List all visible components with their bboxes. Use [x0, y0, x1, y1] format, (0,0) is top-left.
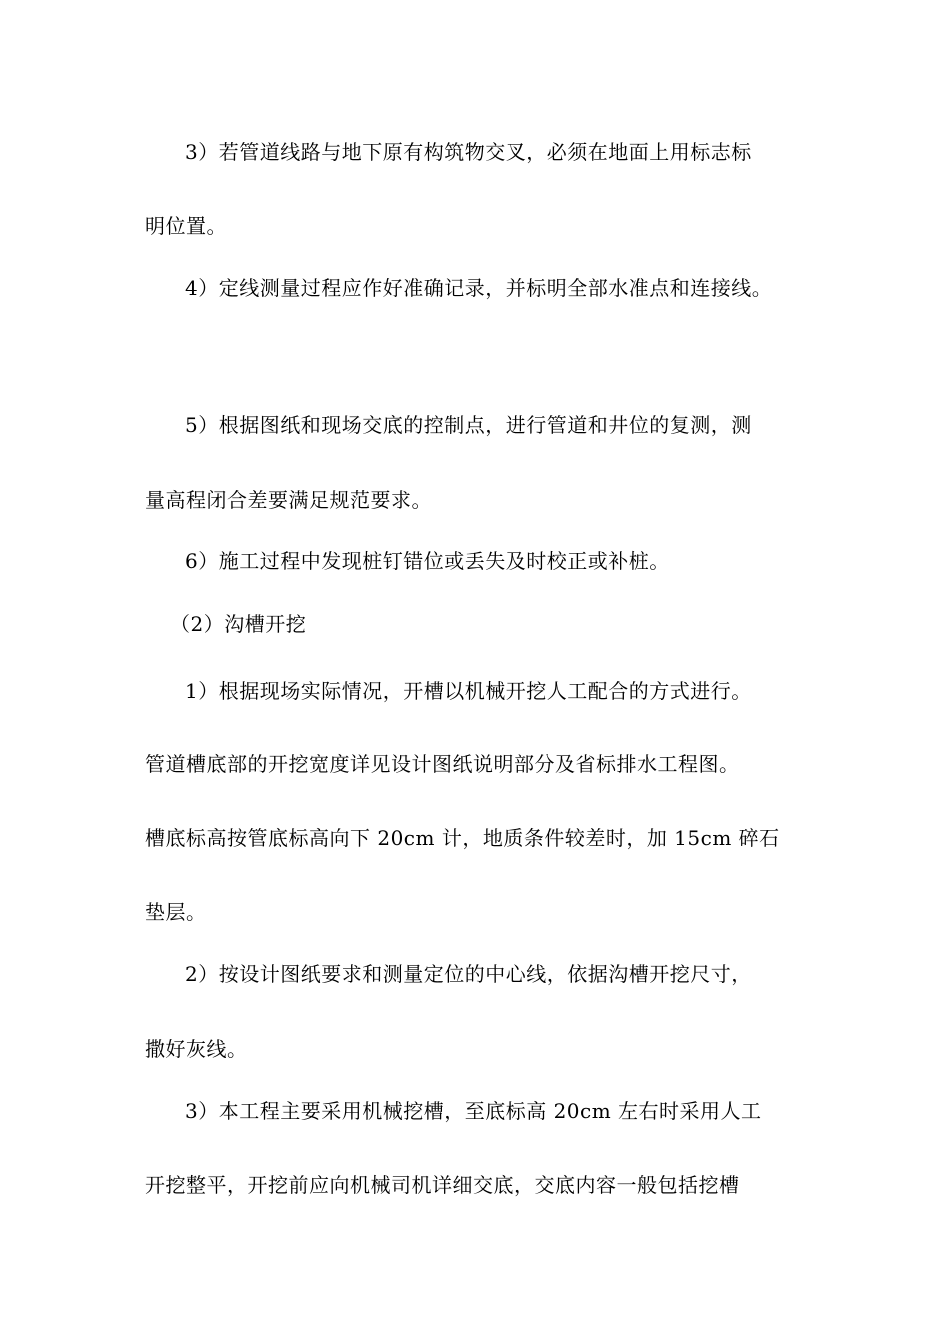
paragraph-line-4: 5）根据图纸和现场交底的控制点，进行管道和井位的复测，测: [185, 413, 752, 437]
paragraph-line-3: 4）定线测量过程应作好准确记录，并标明全部水准点和连接线。: [185, 276, 773, 300]
paragraph-line-8: 1）根据现场实际情况，开槽以机械开挖人工配合的方式进行。: [185, 679, 752, 703]
paragraph-line-10: 槽底标高按管底标高向下 20cm 计，地质条件较差时，加 15cm 碎石: [145, 826, 780, 850]
paragraph-line-2: 明位置。: [145, 214, 227, 238]
paragraph-line-14: 3）本工程主要采用机械挖槽，至底标高 20cm 左右时采用人工: [185, 1099, 762, 1123]
paragraph-line-11: 垫层。: [145, 900, 207, 924]
paragraph-line-12: 2）按设计图纸要求和测量定位的中心线，依据沟槽开挖尺寸，: [185, 962, 752, 986]
paragraph-line-1: 3）若管道线路与地下原有构筑物交叉，必须在地面上用标志标: [185, 140, 752, 164]
paragraph-line-13: 撒好灰线。: [145, 1037, 248, 1061]
paragraph-line-15: 开挖整平，开挖前应向机械司机详细交底，交底内容一般包括挖槽: [145, 1173, 740, 1197]
paragraph-line-6: 6）施工过程中发现桩钉错位或丢失及时校正或补桩。: [185, 549, 670, 573]
paragraph-line-5: 量高程闭合差要满足规范要求。: [145, 488, 432, 512]
section-heading: （2）沟槽开挖: [170, 612, 307, 636]
paragraph-line-9: 管道槽底部的开挖宽度详见设计图纸说明部分及省标排水工程图。: [145, 752, 740, 776]
